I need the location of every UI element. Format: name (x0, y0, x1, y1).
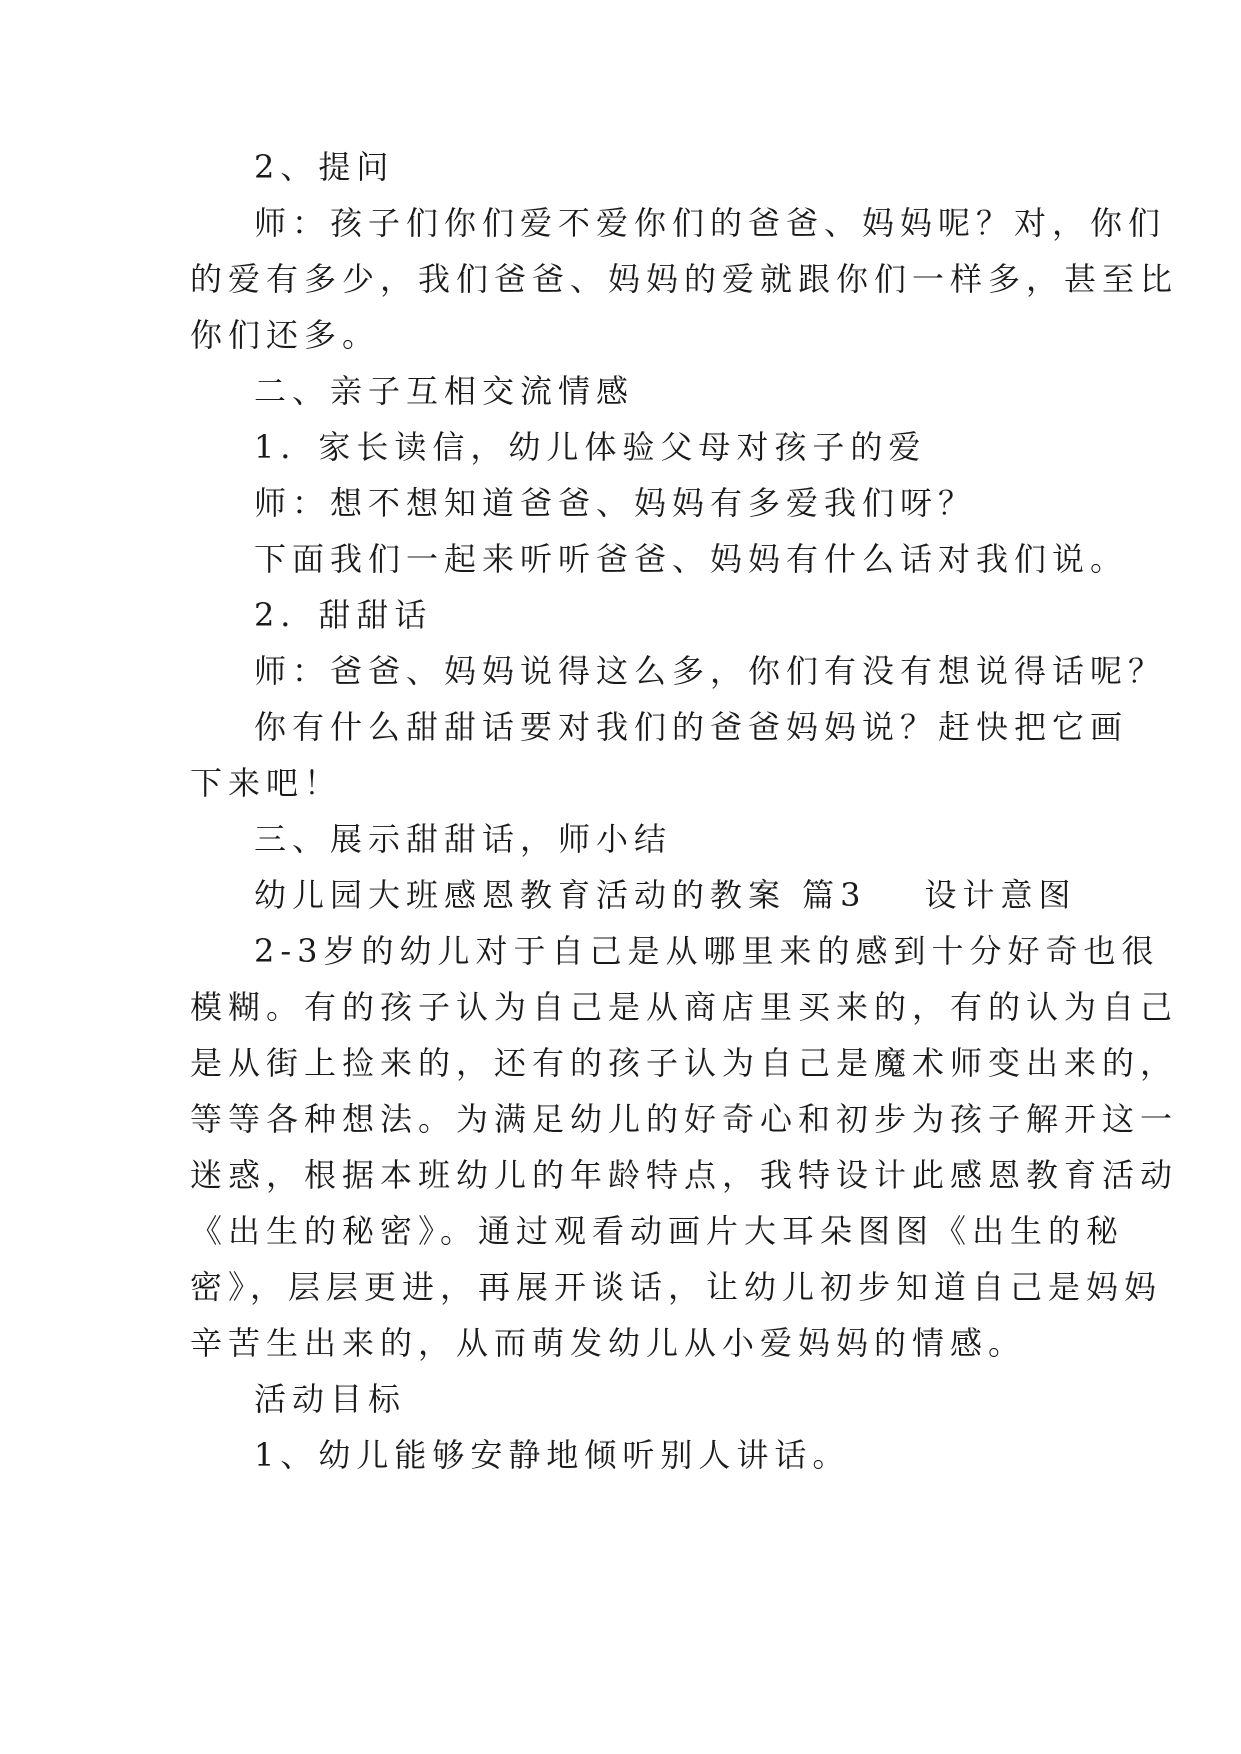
paragraph-line: 2-3岁的幼儿对于自己是从哪里来的感到十分好奇也很 (254, 932, 1160, 970)
subheading-design-intent: 设计意图 (924, 876, 1077, 914)
paragraph-line: 2．甜甜话 (254, 596, 433, 634)
paragraph-line: 师：想不想知道爸爸、妈妈有多爱我们呀？ (254, 484, 977, 522)
paragraph-line: 等等各种想法。为满足幼儿的好奇心和初步为孩子解开这一 (190, 1100, 1179, 1138)
article-title-line (254, 875, 1134, 915)
paragraph-line: 辛苦生出来的，从而萌发幼儿从小爱妈妈的情感。 (190, 1324, 1027, 1362)
paragraph-line: 《出生的秘密》。通过观看动画片大耳朵图图《出生的秘 (190, 1212, 1125, 1250)
paragraph-line: 下面我们一起来听听爸爸、妈妈有什么话对我们说。 (254, 540, 1129, 578)
paragraph-line: 师：爸爸、妈妈说得这么多，你们有没有想说得话呢？ (254, 652, 1167, 690)
paragraph-line: 下来吧！ (190, 764, 343, 802)
paragraph-line: 的爱有多少，我们爸爸、妈妈的爱就跟你们一样多，甚至比 (190, 260, 1179, 298)
paragraph-line: 你们还多。 (190, 316, 381, 354)
article-title: 幼儿园大班感恩教育活动的教案 篇3 (254, 876, 867, 914)
section-heading: 二、亲子互相交流情感 (254, 372, 635, 410)
paragraph-line: 1、幼儿能够安静地倾听别人讲话。 (254, 1436, 851, 1474)
paragraph-line: 迷惑，根据本班幼儿的年龄特点，我特设计此感恩教育活动 (190, 1156, 1179, 1194)
paragraph-line: 师：孩子们你们爱不爱你们的爸爸、妈妈呢？对，你们 (254, 204, 1167, 242)
paragraph-line: 模糊。有的孩子认为自己是从商店里买来的，有的认为自己 (190, 988, 1179, 1026)
paragraph-line: 是从街上捡来的，还有的孩子认为自己是魔术师变出来的， (190, 1044, 1179, 1082)
paragraph-line: 你有什么甜甜话要对我们的爸爸妈妈说？赶快把它画 (254, 708, 1129, 746)
section-heading: 三、展示甜甜话，师小结 (254, 820, 673, 858)
section-heading: 活动目标 (254, 1380, 407, 1418)
paragraph-line: 密》，层层更进，再展开谈话，让幼儿初步知道自己是妈妈 (190, 1268, 1163, 1306)
paragraph-line: 1．家长读信，幼儿体验父母对孩子的爱 (254, 428, 927, 466)
heading-question: 2、提问 (254, 148, 395, 186)
